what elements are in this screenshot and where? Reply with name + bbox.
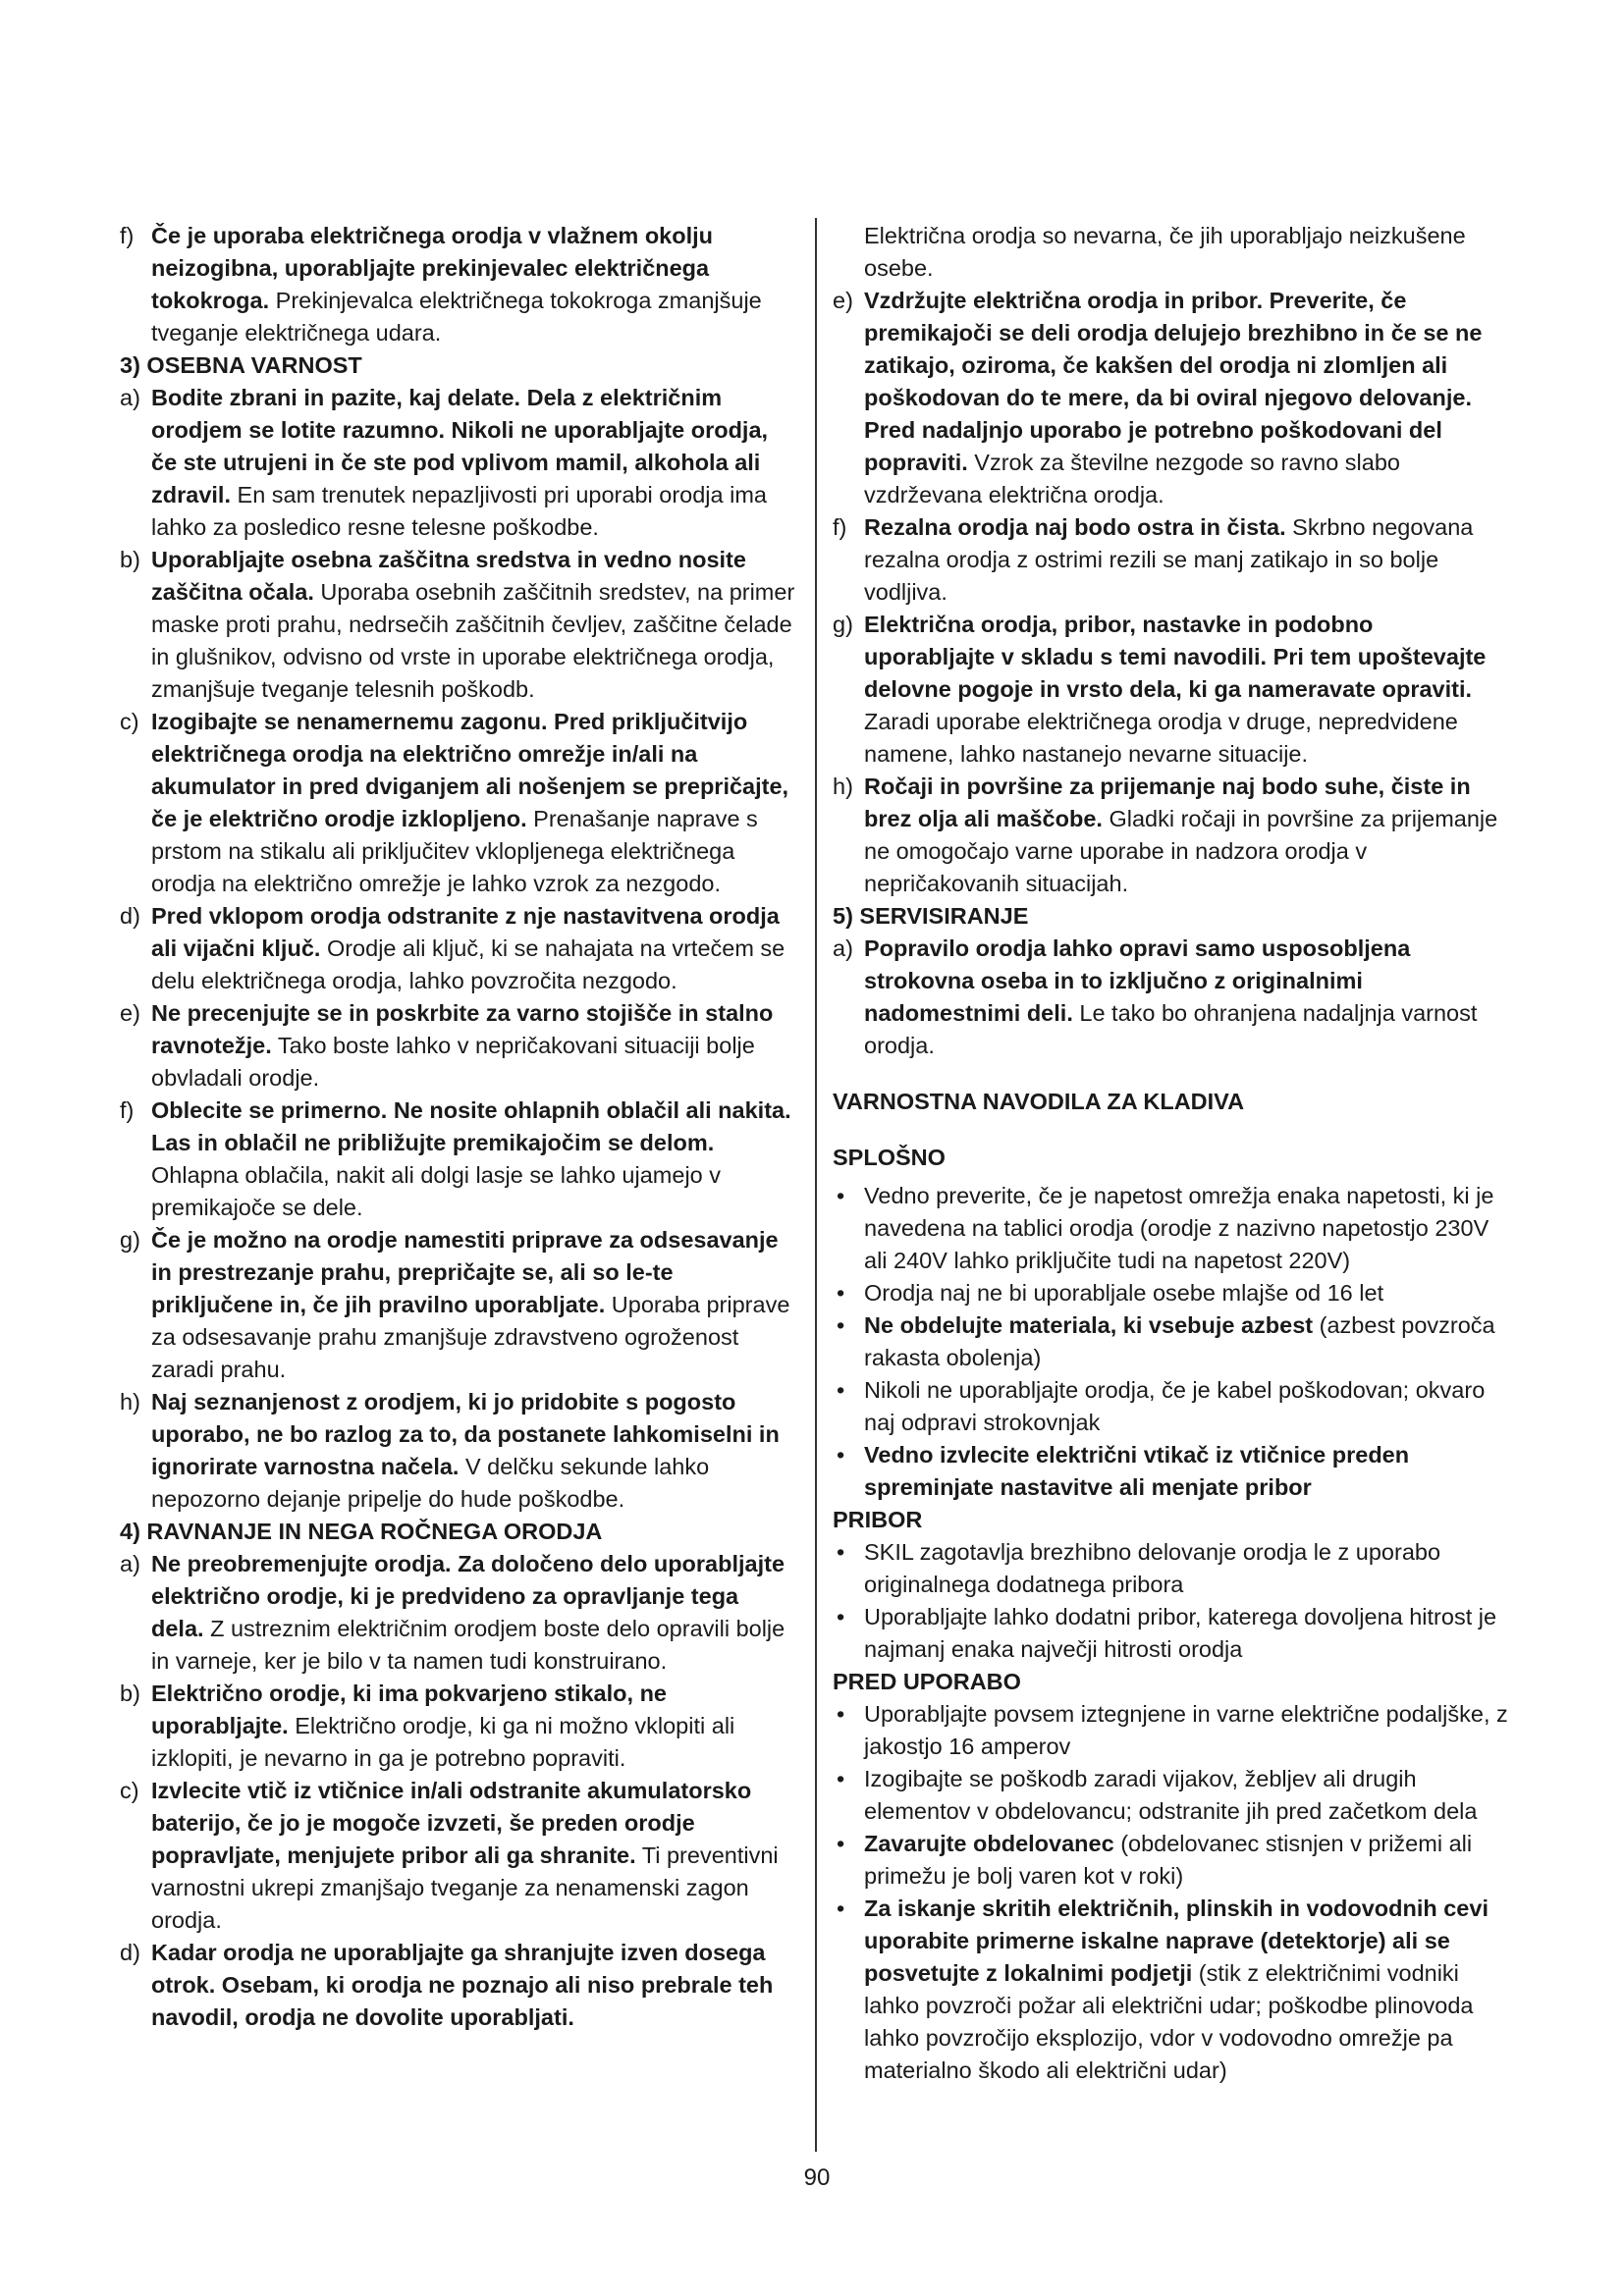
list-item — [120, 220, 797, 349]
bullet-icon: • — [837, 1701, 845, 1727]
item-label: f) — [833, 514, 847, 540]
bullet-bold-text: Zavarujte obdelovanec — [864, 1831, 1114, 1856]
bullet-body-text: Uporabljajte lahko dodatni pribor, katerega dovoljena hitrost je najmanj enaka največji hitrosti orodja — [864, 1604, 1497, 1662]
list-item — [120, 1224, 797, 1386]
bullet-bold-text: Ne obdelujte materiala, ki vsebuje azbest — [864, 1312, 1314, 1338]
section-heading: VARNOSTNA NAVODILA ZA KLADIVA — [833, 1089, 1245, 1114]
item-bold-text: Kadar orodja ne uporabljajte ga shranjujte izven dosega otrok. Osebam, ki orodja ne poznajo ali niso prebrale teh navodil, orodja ne dovolite uporabljati. — [151, 1940, 774, 2030]
item-body-text: Električno orodje, ki ga ni možno vklopiti ali izklopiti, je nevarno in ga je potrebno popraviti. — [151, 1713, 735, 1771]
item-label: f) — [120, 223, 135, 248]
list-item — [833, 609, 1510, 771]
list-item — [120, 1678, 797, 1775]
list-item — [120, 382, 797, 544]
item-body-text: Le tako bo ohranjena nadaljnja varnost orodja. — [864, 1000, 1478, 1058]
item-bold-text: Oblecite se primerno. Ne nosite ohlapnih oblačil ali nakita. Las in oblačil ne približujte premikajočim se delom. — [151, 1097, 791, 1155]
bullet-item — [833, 1601, 1510, 1666]
bullet-icon: • — [837, 1831, 845, 1856]
list-item — [833, 285, 1510, 511]
item-bold-text: Ročaji in površine za prijemanje naj bodo suhe, čiste in brez olja ali maščobe. — [864, 774, 1471, 831]
bullet-body-text: (obdelovanec stisnjen v prižemi ali primežu je bolj varen kot v roki) — [864, 1831, 1473, 1889]
bullet-item — [833, 1698, 1510, 1763]
item-body-text: Uporaba priprave za odsesavanje prahu zmanjšuje zdravstveno ogroženost zaradi prahu. — [151, 1292, 790, 1382]
item-body-text: Skrbno negovana rezalna orodja z ostrimi rezili se manj zatikajo in so bolje vodljiva. — [864, 514, 1474, 605]
item-label: h) — [120, 1389, 140, 1415]
bullet-body-text: Vedno preverite, če je napetost omrežja enaka napetosti, ki je navedena na tablici orodja (orodje z nazivno napetostjo 230V ali 240V lahko priključite tudi na napetost 220V) — [864, 1183, 1494, 1273]
section-heading: PRIBOR — [833, 1507, 923, 1532]
item-body-text: V delčku sekunde lahko nepozorno dejanje pripelje do hude poškodbe. — [151, 1454, 710, 1512]
item-bold-text: Pred vklopom orodja odstranite z nje nastavitvena orodja ali vijačni ključ. — [151, 903, 780, 961]
bullet-item — [833, 1763, 1510, 1828]
bullet-body-text: Orodja naj ne bi uporabljale osebe mlajše od 16 let — [864, 1280, 1384, 1306]
section-heading: PRED UPORABO — [833, 1669, 1021, 1694]
item-body-text: Z ustreznim električnim orodjem boste delo opravili bolje in varneje, ker je bilo v ta namen tudi konstruirano. — [151, 1616, 785, 1674]
item-label: c) — [120, 1778, 139, 1803]
item-body-text: Ti preventivni varnostni ukrepi zmanjšajo tveganje za nenamenski zagon orodja. — [151, 1842, 779, 1933]
page-number: 90 — [803, 2164, 831, 2191]
item-body-text: Gladki ročaji in površine za prijemanje ne omogočajo varne uporabe in nadzora orodja v nepričakovanih situacijah. — [864, 806, 1498, 896]
item-bold-text: Če je možno na orodje namestiti priprave za odsesavanje in prestrezanje prahu, prepričajte se, ali so le-te priključene in, če jih pravilno uporabljate. — [151, 1227, 779, 1317]
item-body-text: En sam trenutek nepazljivosti pri uporabi orodja ima lahko za posledico resne telesne poškodbe. — [151, 482, 767, 540]
bullet-icon: • — [837, 1377, 845, 1403]
bullet-body-text: Izogibajte se poškodb zaradi vijakov, žebljev ali drugih elementov v obdelovancu; odstranite jih pred začetkom dela — [864, 1766, 1478, 1824]
bullet-item — [833, 1828, 1510, 1893]
item-bold-text: Električno orodje, ki ima pokvarjeno stikalo, ne uporabljajte. — [151, 1681, 667, 1738]
item-bold-text: Izogibajte se nenamernemu zagonu. Pred priključitvijo električnega orodja na električno omrežje in/ali na akumulator in pred dviganjem ali nošenjem se prepričajte, če je električno orodje izklopljeno. — [151, 709, 789, 831]
item-label: d) — [120, 1940, 140, 1965]
item-label: b) — [120, 1681, 140, 1706]
list-item — [833, 511, 1510, 609]
section-heading: 4) RAVNANJE IN NEGA ROČNEGA ORODJA — [120, 1519, 603, 1544]
item-body-text: Tako boste lahko v nepričakovani situaciji bolje obvladali orodje. — [151, 1033, 755, 1091]
bullet-icon: • — [837, 1766, 845, 1791]
section-heading: 3) OSEBNA VARNOST — [120, 352, 362, 378]
item-body-text: Zaradi uporabe električnega orodja v druge, nepredvidene namene, lahko nastanejo nevarne situacije. — [864, 709, 1458, 767]
item-label: e) — [833, 288, 853, 313]
item-bold-text: Ne preobremenjujte orodja. Za določeno delo uporabljajte električno orodje, ki je predvideno za opravljanje tega dela. — [151, 1551, 785, 1641]
item-body-text: Orodje ali ključ, ki se nahajata na vrtečem se delu električnega orodja, lahko povzročita nezgodo. — [151, 935, 785, 993]
bullet-item — [833, 1277, 1510, 1309]
list-item — [120, 900, 797, 997]
item-label: c) — [120, 709, 139, 734]
item-label: h) — [833, 774, 853, 799]
section-heading: 5) SERVISIRANJE — [833, 903, 1029, 929]
bullet-icon: • — [837, 1539, 845, 1565]
list-item — [120, 706, 797, 900]
bullet-body-text: SKIL zagotavlja brezhibno delovanje orodja le z uporabo originalnega dodatnega pribora — [864, 1539, 1441, 1597]
item-label: a) — [120, 1551, 140, 1576]
bullet-item — [833, 1439, 1510, 1504]
item-bold-text: Rezalna orodja naj bodo ostra in čista. — [864, 514, 1286, 540]
bullet-icon: • — [837, 1896, 845, 1921]
item-label: b) — [120, 547, 140, 572]
bullet-body-text: Uporabljajte povsem iztegnjene in varne električne podaljške, z jakostjo 16 amperov — [864, 1701, 1508, 1759]
item-bold-text: Naj seznanjenost z orodjem, ki jo pridobite s pogosto uporabo, ne bo razlog za to, da postanete lahkomiselni in ignorirate varnostna načela. — [151, 1389, 780, 1479]
item-body-text: Prenašanje naprave s prstom na stikalu ali priključitev vklopljenega električnega orodja na električno omrežje je lahko vzrok za nezgodo. — [151, 806, 758, 896]
bullet-item — [833, 1893, 1510, 2087]
bullet-icon: • — [837, 1604, 845, 1629]
bullet-icon: • — [837, 1280, 845, 1306]
item-bold-text: Električna orodja, pribor, nastavke in podobno uporabljajte v skladu s temi navodili. Pri tem upoštevajte delovne pogoje in vrsto dela, ki ga nameravate opraviti. — [864, 612, 1487, 702]
item-bold-text: Popravilo orodja lahko opravi samo usposobljena strokovna oseba in to izključno z originalnimi nadomestnimi deli. — [864, 935, 1411, 1026]
item-label: g) — [833, 612, 853, 637]
bullet-item — [833, 1536, 1510, 1601]
item-bold-text: Izvlecite vtič iz vtičnice in/ali odstranite akumulatorsko baterijo, če jo je mogoče izvzeti, še preden orodje popravljate, menjujete pribor ali ga shranite. — [151, 1778, 752, 1868]
list-item — [120, 997, 797, 1095]
bullet-icon: • — [837, 1183, 845, 1208]
list-item — [120, 544, 797, 706]
item-bold-text: Uporabljajte osebna zaščitna sredstva in vedno nosite zaščitna očala. — [151, 547, 746, 605]
bullet-bold-text: Vedno izvlecite električni vtikač iz vtičnice preden spreminjate nastavitve ali menjate pribor — [864, 1442, 1410, 1500]
bullet-body-text: Nikoli ne uporabljajte orodja, če je kabel poškodovan; okvaro naj odpravi strokovnjak — [864, 1377, 1486, 1435]
list-item — [120, 1775, 797, 1937]
bullet-body-text: (stik z električnimi vodniki lahko povzroči požar ali električni udar; poškodbe plinovoda lahko povzročijo eksplozijo, vdor v vodovodno omrežje pa materialno škodo ali električni udar) — [864, 1960, 1474, 2083]
bullet-item — [833, 1309, 1510, 1374]
column-divider — [815, 218, 817, 2152]
item-label: g) — [120, 1227, 140, 1253]
item-body-text: Uporaba osebnih zaščitnih sredstev, na primer maske proti prahu, nedrsečih zaščitnih čevljev, zaščitne čelade in glušnikov, odvisno od vrste in uporabe električnega orodja, zmanjšuje tveganje telesnih poškodb. — [151, 579, 795, 702]
bullet-item — [833, 1374, 1510, 1439]
list-item — [120, 1386, 797, 1516]
bullet-body-text: (azbest povzroča rakasta obolenja) — [864, 1312, 1495, 1370]
item-body-text: Ohlapna oblačila, nakit ali dolgi lasje se lahko ujamejo v premikajoče se dele. — [151, 1162, 722, 1220]
section-heading: SPLOŠNO — [833, 1145, 946, 1170]
list-item — [120, 1095, 797, 1224]
list-item — [120, 1937, 797, 2034]
bullet-icon: • — [837, 1312, 845, 1338]
item-body-text: Vzrok za številne nezgode so ravno slabo vzdrževana električna orodja. — [864, 450, 1400, 507]
item-bold-text: Če je uporaba električnega orodja v vlažnem okolju neizogibna, uporabljajte prekinjevalec električnega tokokroga. — [151, 223, 714, 313]
item-bold-text: Vzdržujte električna orodja in pribor. Preverite, če premikajoči se deli orodja delujejo brezhibno in če se ne zatikajo, oziroma, če kakšen del orodja ni zlomljen ali poškodovan do te mere, da bi oviral njegovo delovanje. Pred nadaljnjo uporabo je potrebno poškodovani del popraviti. — [864, 288, 1483, 475]
item-bold-text: Bodite zbrani in pazite, kaj delate. Dela z električnim orodjem se lotite razumno. Nikoli ne uporabljajte orodja, če ste utrujeni in če ste pod vplivom mamil, alkohola ali zdravil. — [151, 385, 769, 507]
right-column — [833, 220, 1510, 2087]
bullet-bold-text: Za iskanje skritih električnih, plinskih in vodovodnih cevi uporabite primerne iskalne naprave (detektorje) ali se posvetujte z lokalnimi podjetji — [864, 1896, 1489, 1986]
item-bold-text: Ne precenjujte se in poskrbite za varno stojišče in stalno ravnotežje. — [151, 1000, 774, 1058]
item-label: a) — [120, 385, 140, 410]
item-label: e) — [120, 1000, 140, 1026]
left-column — [120, 220, 797, 2034]
item-label: d) — [120, 903, 140, 929]
list-item — [120, 1548, 797, 1678]
bullet-icon: • — [837, 1442, 845, 1468]
list-item — [833, 933, 1510, 1062]
paragraph-continuation: Električna orodja so nevarna, če jih uporabljajo neizkušene osebe. — [864, 223, 1466, 281]
item-label: f) — [120, 1097, 135, 1123]
item-body-text: Prekinjevalca električnega tokokroga zmanjšuje tveganje električnega udara. — [151, 288, 762, 346]
item-label: a) — [833, 935, 853, 961]
bullet-item — [833, 1180, 1510, 1277]
list-item — [833, 771, 1510, 900]
